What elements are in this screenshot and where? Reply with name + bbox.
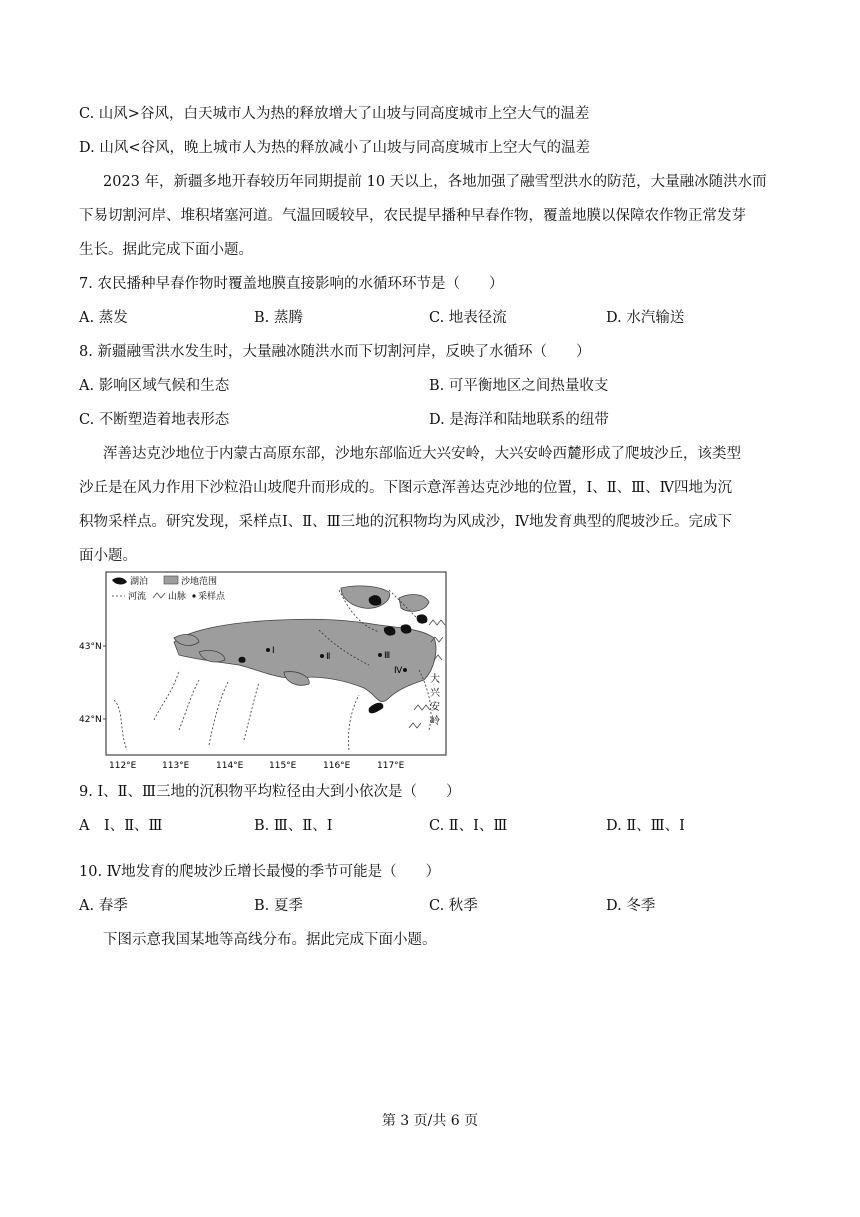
- page-footer: 第 3 页/共 6 页: [381, 1113, 479, 1129]
- q7-option-c[interactable]: C. 地表径流: [429, 310, 507, 326]
- sample-label-1: Ⅰ: [272, 646, 275, 656]
- q9-stem: 9. Ⅰ、Ⅱ、Ⅲ三地的沉积物平均粒径由大到小依次是（ ）: [79, 784, 461, 800]
- lake-5: [238, 657, 245, 663]
- q7-option-b[interactable]: B. 蒸腾: [254, 310, 303, 326]
- q7-option-d[interactable]: D. 水汽输送: [606, 310, 685, 326]
- passage1-line1: 2023 年，新疆多地开春较历年同期提前 10 天以上，各地加强了融雪型洪水的防范，大量融冰随洪水而: [103, 174, 767, 190]
- q10-option-a[interactable]: A. 春季: [79, 898, 128, 914]
- q8-option-a[interactable]: A. 影响区域气候和生态: [79, 378, 230, 394]
- sample-point-1: [266, 648, 270, 652]
- passage1-line3: 生长。据此完成下面小题。: [79, 242, 253, 258]
- sample-point-2: [320, 654, 324, 658]
- legend-sand-icon: [164, 576, 178, 584]
- q10-option-b[interactable]: B. 夏季: [254, 898, 303, 914]
- passage2-line1: 浑善达克沙地位于内蒙古高原东部，沙地东部临近大兴安岭，大兴安岭西麓形成了爬坡沙丘，该类型: [103, 446, 741, 462]
- sample-label-4: Ⅳ: [394, 666, 403, 676]
- mountain-label-2: 兴: [430, 688, 440, 699]
- sample-point-3: [378, 653, 382, 657]
- passage2-line2: 沙丘是在风力作用下沙粒沿山坡爬升而形成的。下图示意浑善达克沙地的位置，Ⅰ、Ⅱ、Ⅲ、Ⅳ四地为沉: [79, 480, 733, 496]
- legend-mountain-label: 山脉: [168, 592, 187, 602]
- sample-point-4: [403, 668, 407, 672]
- passage1-line2: 下易切割河岸、堆积堵塞河道。气温回暖较早，农民提早播种早春作物，覆盖地膜以保障农作物正常发芽: [79, 208, 746, 224]
- q8-stem: 8. 新疆融雪洪水发生时，大量融冰随洪水而下切割河岸，反映了水循环（ ）: [79, 344, 591, 360]
- mountain-label-3: 安: [430, 702, 440, 713]
- q10-option-c[interactable]: C. 秋季: [429, 898, 478, 914]
- lat-label-42: 42°N: [79, 715, 102, 725]
- lon-label-117: 117°E: [377, 761, 405, 771]
- sample-label-2: Ⅱ: [326, 652, 331, 662]
- q8-option-b[interactable]: B. 可平衡地区之间热量收支: [429, 378, 609, 394]
- q9-option-a[interactable]: A Ⅰ、Ⅱ、Ⅲ: [79, 818, 163, 834]
- mountain-label-4: 岭: [430, 716, 440, 727]
- q7-option-a[interactable]: A. 蒸发: [79, 310, 128, 326]
- passage2-line4: 面小题。: [79, 548, 137, 564]
- q7-stem: 7. 农民播种早春作物时覆盖地膜直接影响的水循环环节是（ ）: [79, 276, 504, 292]
- legend-sample-label: 采样点: [198, 592, 226, 602]
- legend-river-label: 河流: [128, 592, 147, 602]
- passage3: 下图示意我国某地等高线分布。据此完成下面小题。: [103, 932, 437, 948]
- passage2-line3: 积物采样点。研究发现，采样点Ⅰ、Ⅱ、Ⅲ三地的沉积物均为风成沙，Ⅳ地发育典型的爬坡沙丘。完成下: [79, 514, 733, 530]
- lat-label-43: 43°N: [79, 642, 102, 652]
- q9-option-c[interactable]: C. Ⅱ、Ⅰ、Ⅲ: [429, 818, 508, 834]
- legend-lake-label: 湖泊: [130, 577, 149, 587]
- q10-stem: 10. Ⅳ地发育的爬坡沙丘增长最慢的季节可能是（ ）: [79, 864, 441, 880]
- q6-option-c: C. 山风>谷风，白天城市人为热的释放增大了山坡与同高度城市上空大气的温差: [79, 106, 590, 122]
- lon-label-112: 112°E: [109, 761, 137, 771]
- hunshandake-sandland-map: [79, 570, 449, 775]
- lon-label-116: 116°E: [323, 761, 351, 771]
- q8-option-d[interactable]: D. 是海洋和陆地联系的纽带: [429, 412, 609, 428]
- q8-option-c[interactable]: C. 不断塑造着地表形态: [79, 412, 230, 428]
- q6-option-d: D. 山风<谷风，晚上城市人为热的释放减小了山坡与同高度城市上空大气的温差: [79, 140, 590, 156]
- legend-sample-icon: [192, 594, 195, 597]
- sample-label-3: Ⅲ: [384, 651, 391, 661]
- q9-option-d[interactable]: D. Ⅱ、Ⅲ、Ⅰ: [606, 818, 685, 834]
- lon-label-115: 115°E: [269, 761, 297, 771]
- q9-option-b[interactable]: B. Ⅲ、Ⅱ、Ⅰ: [254, 818, 333, 834]
- mountain-label-1: 大: [430, 674, 440, 685]
- lon-label-114: 114°E: [216, 761, 244, 771]
- lon-label-113: 113°E: [162, 761, 190, 771]
- legend-sand-label: 沙地范围: [181, 577, 218, 587]
- q10-option-d[interactable]: D. 冬季: [606, 898, 656, 914]
